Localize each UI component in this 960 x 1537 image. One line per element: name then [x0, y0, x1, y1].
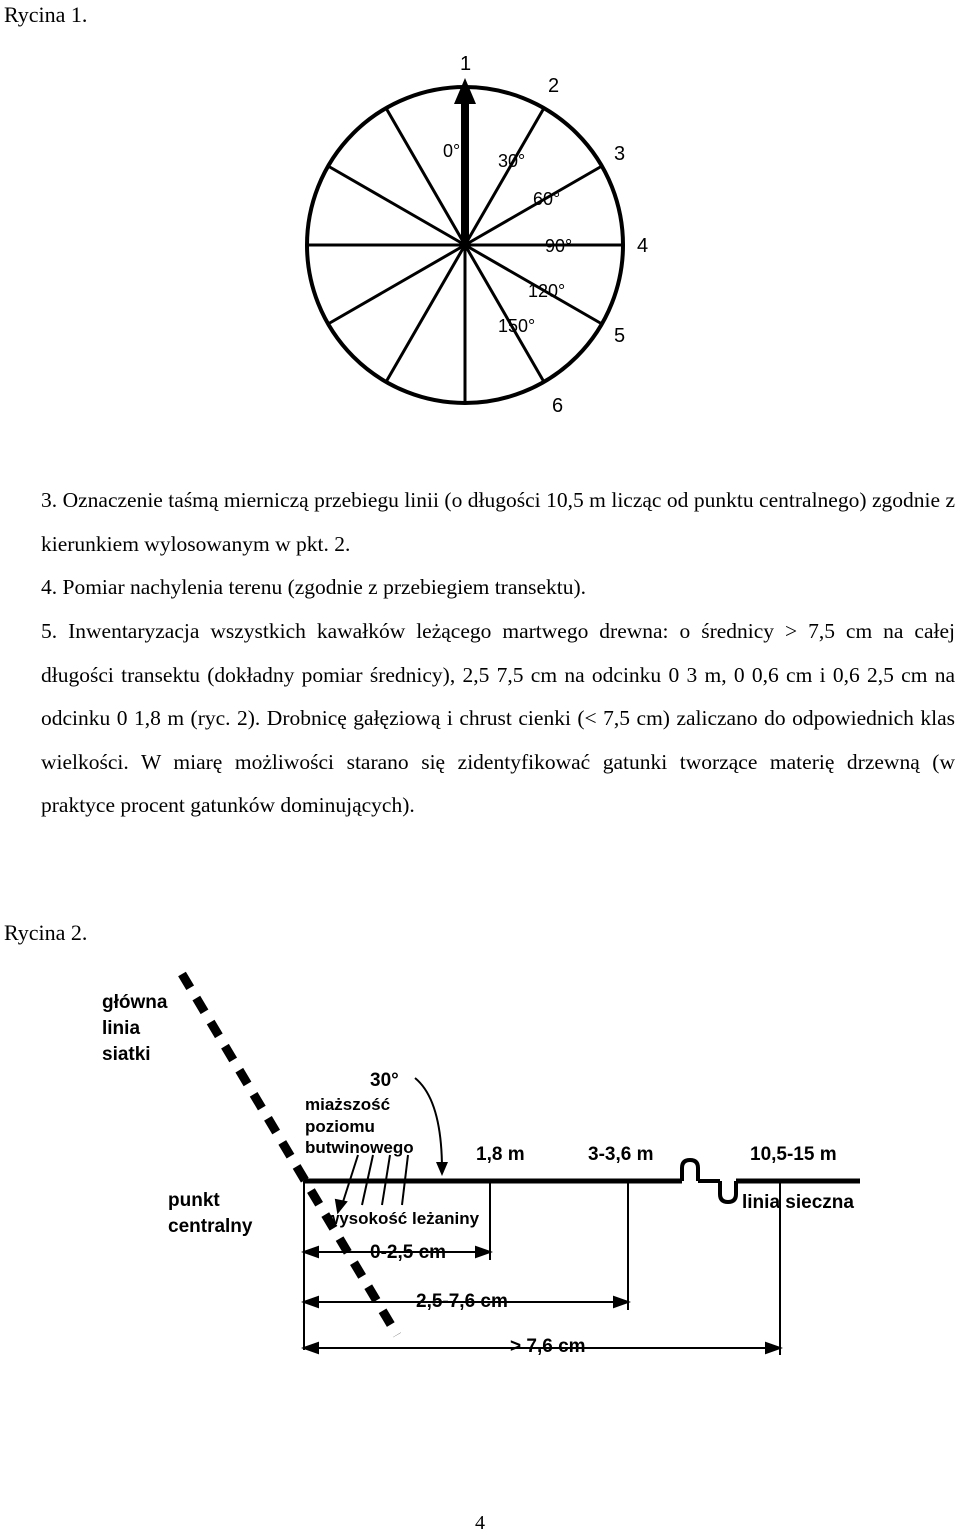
line-number-5: 5 [614, 325, 626, 347]
list-item-number: 4. [41, 575, 58, 599]
transect-direction-compass [280, 42, 660, 442]
main-line-label-3: siatki [102, 1044, 151, 1065]
list-item [41, 610, 955, 828]
litter-label-2: poziomu [305, 1117, 375, 1136]
main-line-label-1: główna [102, 992, 168, 1013]
north-arrow [454, 78, 476, 245]
list-item [41, 479, 955, 566]
angle-arc [415, 1078, 442, 1170]
line-number-3: 3 [614, 143, 626, 165]
angle-label-120: 120° [528, 281, 566, 301]
figure-2-caption: Rycina 2. [4, 920, 88, 945]
list-item-text: Pomiar nachylenia terenu (zgodnie z przebiegiem transektu). [62, 575, 587, 599]
main-line-label-2: linia [102, 1018, 141, 1039]
reference-lines [304, 1181, 780, 1355]
range-label-3: > 7,6 cm [510, 1336, 586, 1357]
range-label-2: 2,5-7,6 cm [416, 1291, 508, 1312]
list-item-number: 5. [41, 619, 58, 643]
line-number-6: 6 [552, 395, 564, 417]
litter-label-1: miaższość [305, 1095, 391, 1114]
distance-label-2: 3-3,6 m [588, 1144, 654, 1165]
angle-label-30: 30° [498, 151, 526, 171]
list-item [41, 566, 955, 610]
height-label: wysokość leżaniny [326, 1209, 480, 1228]
list-item-text: Oznaczenie taśmą mierniczą przebiegu linii (o długości 10,5 m licząc od punktu centralnego) zgodnie z kierunkiem wylosowanym w pkt. 2. [41, 488, 956, 556]
litter-label-3: butwinowego [305, 1138, 414, 1157]
center-label-1: punkt [168, 1190, 220, 1211]
list-item-number: 3. [41, 488, 58, 512]
transect-diagram [90, 960, 890, 1380]
distance-label-1: 1,8 m [476, 1144, 525, 1165]
range-label-1: 0-2,5 cm [370, 1242, 447, 1263]
angle-label-90: 90° [545, 236, 573, 256]
line-number-2: 2 [548, 75, 560, 97]
line-numbers [460, 53, 648, 417]
angle-arc-head [436, 1162, 448, 1176]
center-point [460, 240, 470, 250]
angle-label-150: 150° [498, 316, 536, 336]
page-number: 4 [475, 1512, 485, 1534]
distance-label-3: 10,5-15 m [750, 1144, 837, 1165]
line-number-4: 4 [637, 235, 649, 257]
angle-label-60: 60° [533, 189, 561, 209]
figure-1-caption: Rycina 1. [4, 2, 88, 27]
diagram-labels [102, 992, 854, 1357]
line-number-1: 1 [460, 53, 472, 75]
list-item-text: Inwentaryzacja wszystkich kawałków leżącego martwego drewna: o średnicy > 7,5 cm na całej długości transektu (dokładny pomiar średnicy), 2,5 7,5 cm na odcinku 0 3 m, 0 0,6 cm i 0,6 2,5 cm na odcinku 0 1,8 m (ryc. 2). Drobnicę gałęziową i chrust cienki (< 7,5 cm) zaliczano do odpowiednich klas wielkości. W miarę możliwości starano się zidentyfikować gatunki tworzące materię drzewną (w praktyce procent gatunków dominujących). [41, 619, 955, 817]
transect-label: linia sieczna [742, 1192, 854, 1213]
center-label-2: centralny [168, 1216, 253, 1237]
angle-label-0: 0° [443, 141, 461, 161]
angle-label: 30° [370, 1070, 399, 1091]
